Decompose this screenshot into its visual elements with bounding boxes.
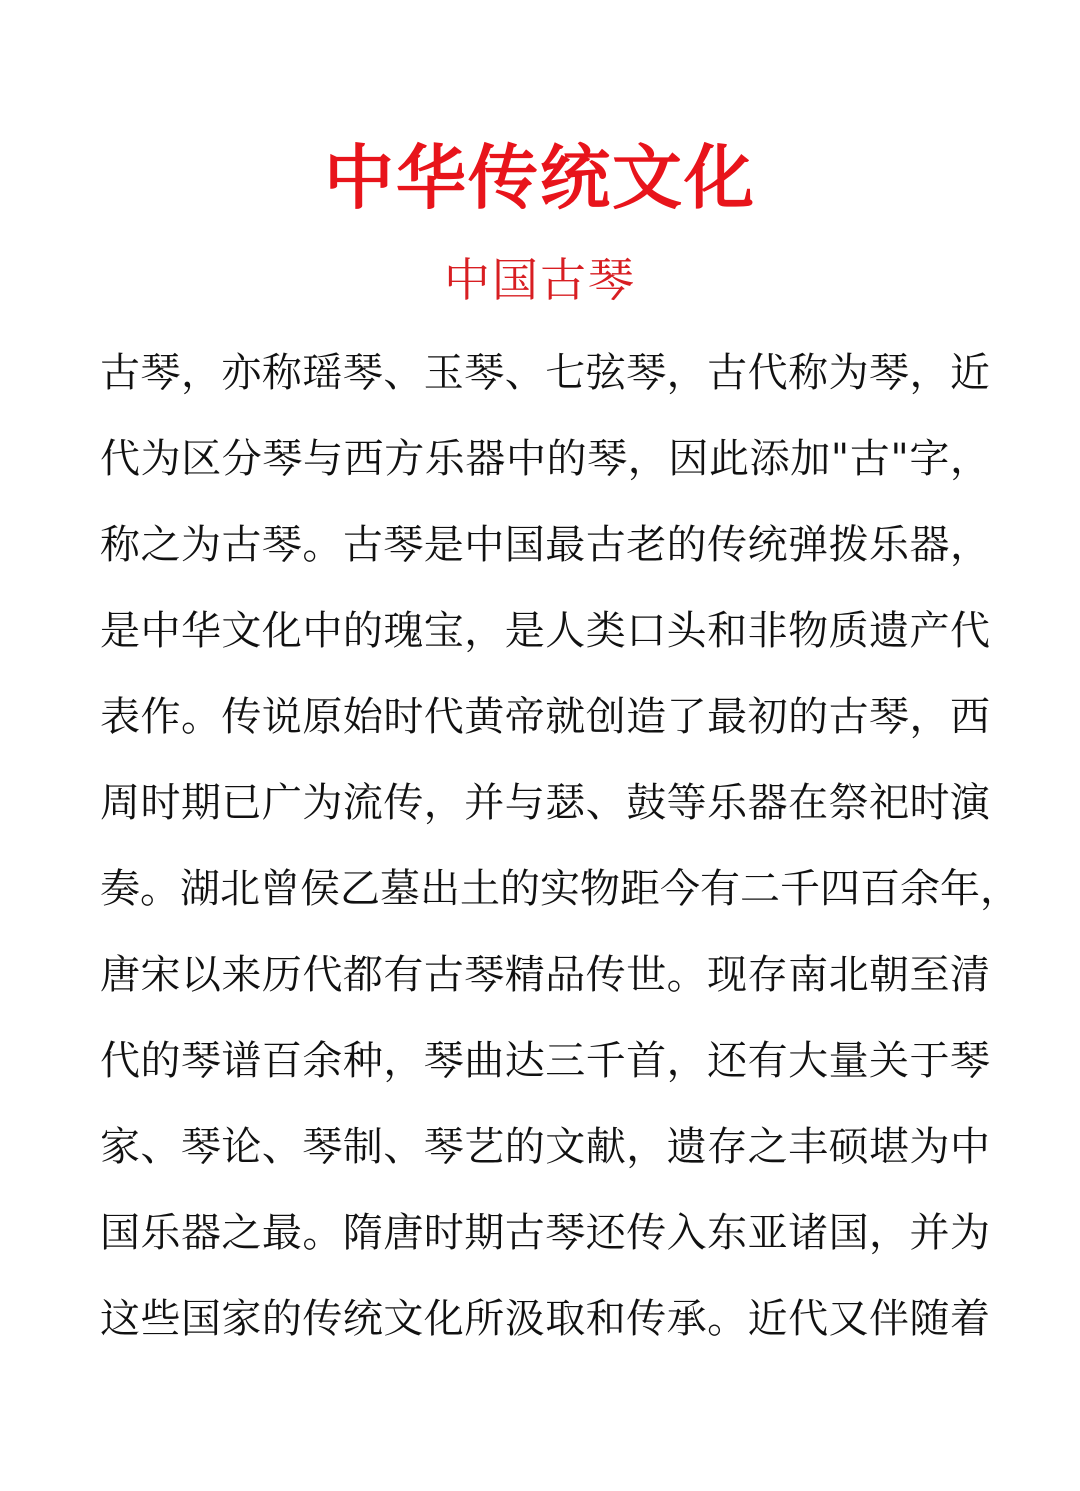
body-line-3: 称之为古琴。古琴是中国最古老的传统弹拨乐器， — [100, 522, 990, 568]
body-line-8: 唐宋以来历代都有古琴精品传世。现存南北朝至清 — [100, 952, 990, 998]
body-line-1: 古琴，亦称瑶琴、玉琴、七弦琴，古代称为琴，近 — [100, 350, 990, 396]
body-line-10: 家、琴论、琴制、琴艺的文献，遗存之丰硕堪为中 — [100, 1124, 990, 1170]
body-line-12: 这些国家的传统文化所汲取和传承。近代又伴随着 — [100, 1296, 990, 1342]
page-title: 中华传统文化 — [324, 136, 756, 219]
body-line-11: 国乐器之最。隋唐时期古琴还传入东亚诸国，并为 — [100, 1210, 990, 1256]
body-line-2: 代为区分琴与西方乐器中的琴，因此添加"古"字， — [100, 436, 990, 482]
body-line-6: 周时期已广为流传，并与瑟、鼓等乐器在祭祀时演 — [100, 780, 990, 826]
article-body — [100, 330, 1020, 1362]
body-line-4: 是中华文化中的瑰宝，是人类口头和非物质遗产代 — [100, 608, 990, 654]
page-subtitle: 中国古琴 — [444, 253, 636, 307]
body-line-7: 奏。湖北曾侯乙墓出土的实物距今有二千四百余年， — [100, 866, 1020, 912]
body-line-9: 代的琴谱百余种，琴曲达三千首，还有大量关于琴 — [100, 1038, 990, 1084]
body-line-5: 表作。传说原始时代黄帝就创造了最初的古琴，西 — [100, 694, 990, 740]
